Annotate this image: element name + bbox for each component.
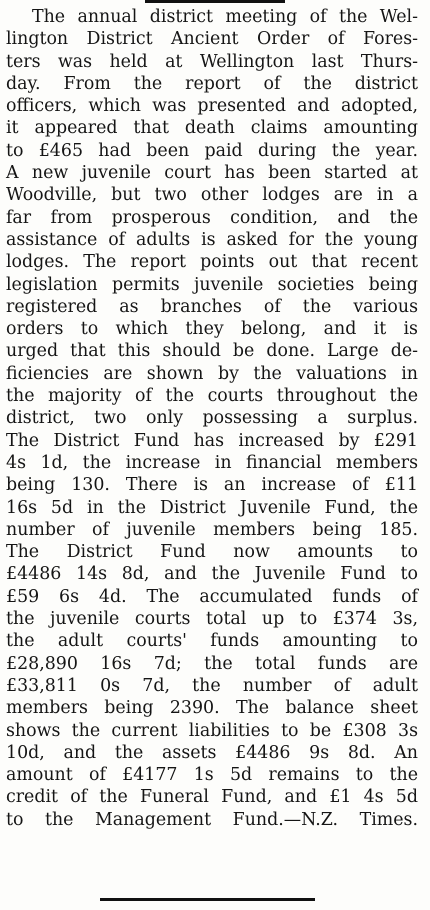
article-line: amount of £4177 1s 5d remains to the [6,765,418,786]
article-line: shows the current liabilities to be £308 3s [6,720,418,741]
article-line: lodges. The report points out that recent [6,252,418,273]
article-line: to £465 had been paid during the year. [6,140,418,161]
article-line: officers, which was presented and adopted, [6,96,418,117]
article-line: Woodville, but two other lodges are in a [6,185,418,206]
article-line: 10d, and the assets £4486 9s 8d. An [6,742,418,763]
article-line: orders to which they belong, and it is [6,319,418,340]
article-line: the majority of the courts throughout the [6,386,418,407]
article-line: ficiencies are shown by the valuations in [6,363,418,384]
article-line: ters was held at Wellington last Thurs- [6,51,418,72]
article-line: far from prosperous condition, and the [6,207,418,228]
article-line: number of juvenile members being 185. [6,519,418,540]
article-line: The District Fund now amounts to [6,542,418,563]
article-line: £28,890 16s 7d; the total funds are [6,653,418,674]
article-line: legislation permits juvenile societies being [6,274,418,295]
article-line: it appeared that death claims amounting [6,118,418,139]
article-line: A new juvenile court has been started at [6,163,418,184]
article-line: £33,811 0s 7d, the number of adult [6,675,418,696]
article-line: being 130. There is an increase of £11 [6,475,418,496]
article-line: lington District Ancient Order of Fores- [6,29,418,50]
article-line: registered as branches of the various [6,296,418,317]
article-line: to the Management Fund.—N.Z. Times. [6,809,418,830]
article-line: £59 6s 4d. The accumulated funds of [6,586,418,607]
article-line: district, two only possessing a surplus. [6,408,418,429]
article-line: members being 2390. The balance sheet [6,698,418,719]
article-line: £4486 14s 8d, and the Juvenile Fund to [6,564,418,585]
article-line: the adult courts' funds amounting to [6,631,418,652]
article-line: assistance of adults is asked for the young [6,229,418,250]
article-line: The annual district meeting of the Wel- [32,7,418,27]
article-line: The District Fund has increased by £291 [6,430,418,451]
top-rule [145,0,285,3]
article-body [6,6,418,831]
article-line: the juvenile courts total up to £374 3s, [6,609,418,630]
article-line: credit of the Funeral Fund, and £1 4s 5d [6,787,418,808]
article-line: 4s 1d, the increase in financial members [6,452,418,473]
bottom-rule [100,898,315,901]
article-line: day. From the report of the district [6,73,418,94]
article-line: 16s 5d in the District Juvenile Fund, the [6,497,418,518]
article-line: urged that this should be done. Large de- [6,341,418,362]
